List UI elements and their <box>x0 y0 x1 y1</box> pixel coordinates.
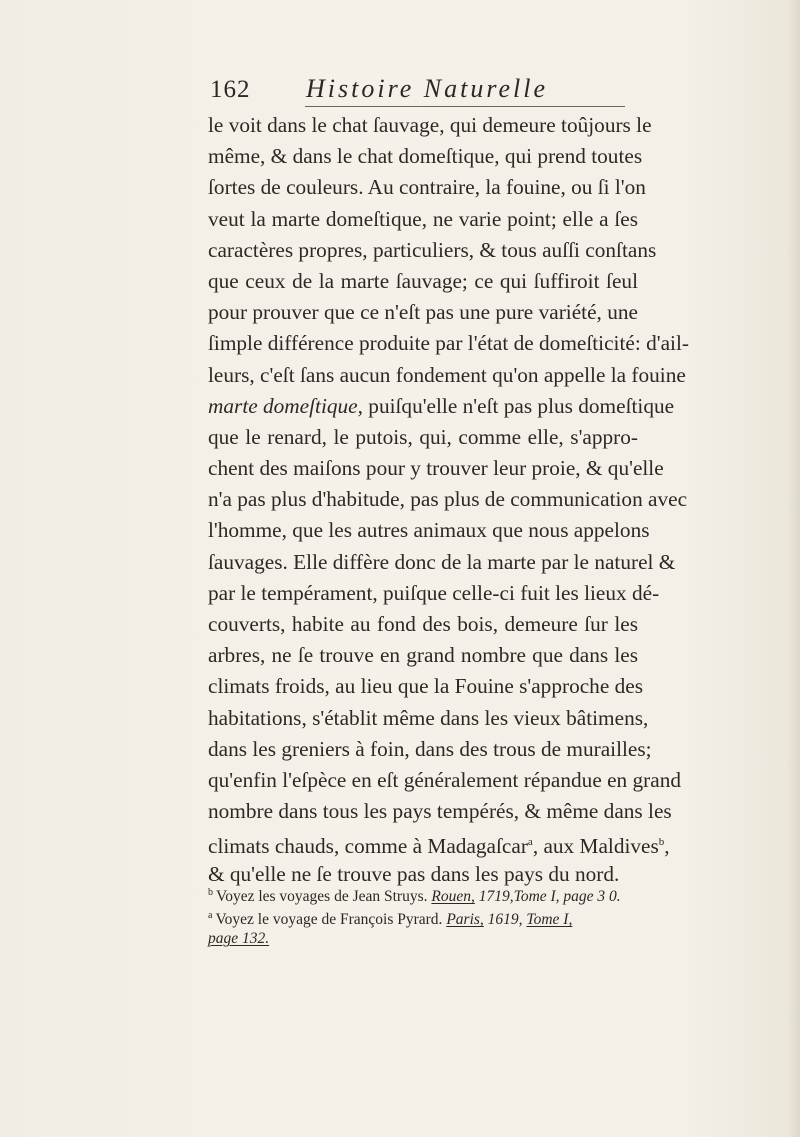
text-line: que ceux de la marte ſauvage; ce qui ſuffiroit ſeul <box>208 268 638 293</box>
footnote-text: Voyez le voyage de François Pyrard. <box>215 911 443 928</box>
footnote-text: Voyez les voyages de Jean Struys. <box>216 888 428 905</box>
line-mid: , aux Maldives <box>532 834 659 859</box>
footnote-place: Paris, <box>446 911 484 928</box>
text-line: pour prouver que ce n'eſt pas une pure variété, une <box>208 300 638 325</box>
text-line: que le renard, le putois, qui, comme elle, s'appro- <box>208 424 638 449</box>
footnote-date: 1719, <box>478 888 514 905</box>
text-line-with-notes <box>208 827 670 859</box>
text-line: arbres, ne ſe trouve en grand nombre que dans les <box>208 643 638 668</box>
text-line: couverts, habite au fond des bois, demeure ſur les <box>208 612 638 636</box>
text-line: le voit dans le chat ſauvage, qui demeure toûjours le <box>208 113 652 137</box>
text-line: leurs, c'eſt ſans aucun fondement qu'on appelle la fouine <box>208 362 686 387</box>
text-line: ſortes de couleurs. Au contraire, la fouine, ou ſi l'on <box>208 175 646 200</box>
footnote-ref-a[interactable]: a <box>527 836 533 849</box>
text-line: l'homme, que les autres animaux que nous appelons <box>208 518 650 543</box>
italic-term: marte domeſtique, <box>208 393 363 418</box>
text-line: chent des maiſons pour y trouver leur proie, & qu'elle <box>208 456 664 481</box>
text-line: qu'enfin l'eſpèce en eſt généralement répandue en grand <box>208 767 682 792</box>
footnote-a-continued <box>208 927 638 950</box>
footnote-ref-b[interactable]: b <box>658 836 665 849</box>
text-line: habitations, s'établit même dans les vieux bâtimens, <box>208 705 649 730</box>
line-rest: puiſqu'elle n'eſt pas plus domeſtique <box>362 393 675 418</box>
text-line: caractères propres, particuliers, & tous auſſi conſtans <box>208 237 657 262</box>
body-text <box>208 110 689 890</box>
text-line: n'a pas plus d'habitude, pas plus de communication avec <box>208 487 688 512</box>
footnote-mark: a <box>208 910 213 921</box>
text-line: dans les greniers à foin, dans des trous de murailles; <box>208 736 652 761</box>
footnote-page: page 132. <box>208 930 270 947</box>
text-line: ſauvages. Elle diffère donc de la marte par le naturel & <box>208 549 676 574</box>
page-header <box>210 74 630 108</box>
footnote-a <box>208 904 638 927</box>
text-line-italic-term <box>208 391 675 422</box>
footnotes <box>208 881 638 950</box>
page-number: 162 <box>210 76 251 103</box>
running-title: Histoire Naturelle <box>306 74 549 103</box>
footnote-place: Rouen, <box>431 888 475 905</box>
text-line: veut la marte domeſtique, ne varie point; elle a ſes <box>208 206 638 231</box>
text-line: & qu'elle ne ſe trouve pas dans les pays du nord. <box>208 861 620 886</box>
line-post: , <box>664 834 670 859</box>
text-line: ſimple différence produite par l'état de domeſticité: d'ail- <box>208 331 689 356</box>
header-rule <box>305 106 625 107</box>
text-line: nombre dans tous les pays tempérés, & même dans les <box>208 799 672 824</box>
footnote-volume: Tome I, <box>526 911 573 928</box>
text-line: même, & dans le chat domeſtique, qui prend toutes <box>208 144 643 169</box>
footnote-b <box>208 881 638 904</box>
footnote-volume: Tome I, page 3 0. <box>513 888 621 905</box>
page-edge-shadow <box>786 0 800 1137</box>
footnote-date: 1619, <box>487 911 523 928</box>
text-line: climats froids, au lieu que la Fouine s'approche des <box>208 674 643 699</box>
footnote-mark: b <box>208 887 213 898</box>
line-pre: climats chauds, comme à Madagaſcar <box>208 834 528 859</box>
text-line: par le tempérament, puiſque celle-ci fuit les lieux dé- <box>208 580 660 605</box>
